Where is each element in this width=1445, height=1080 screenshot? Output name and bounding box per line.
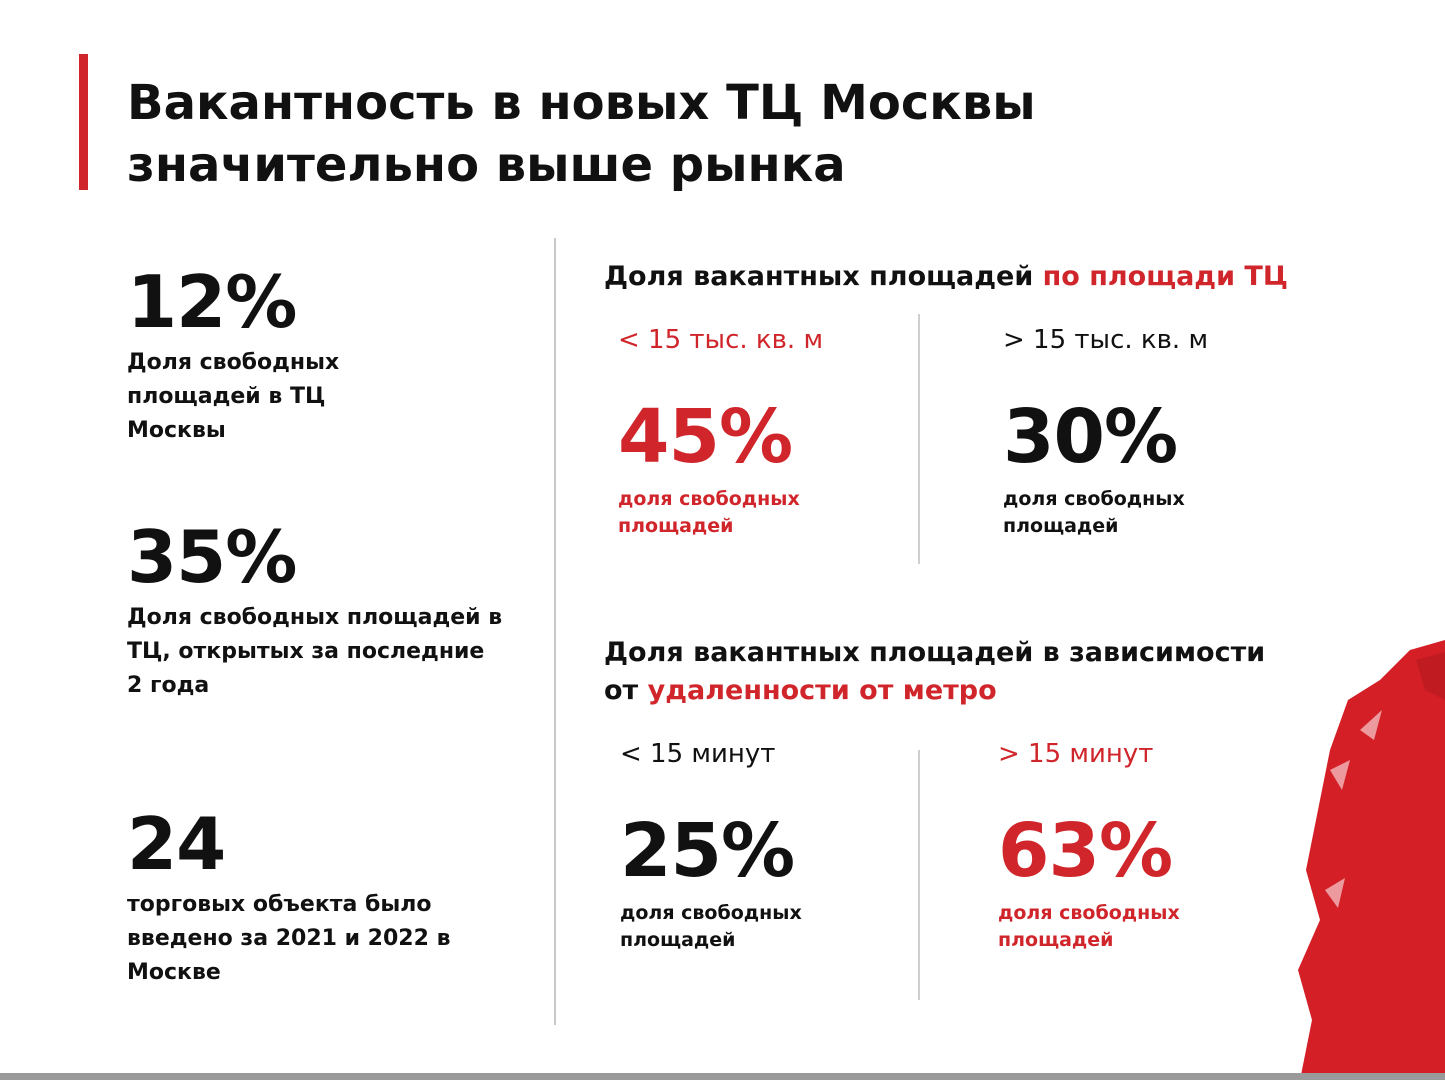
cell-label: < 15 минут <box>620 739 776 769</box>
cell-area-large <box>1003 324 1293 540</box>
stat-vacancy-moscow <box>127 262 547 448</box>
cell-value: 25% <box>620 808 795 894</box>
column-divider <box>554 238 556 1025</box>
cell-description-line: доля свободных <box>998 902 1180 924</box>
page-title <box>127 72 1127 196</box>
cell-area-small <box>618 324 908 540</box>
stat-description <box>127 601 547 703</box>
stat-new-objects <box>127 804 547 990</box>
cell-label: > 15 тыс. кв. м <box>1003 325 1209 355</box>
cell-description <box>618 486 908 540</box>
cell-divider <box>918 750 920 1000</box>
cell-description-line: площадей <box>998 929 1114 951</box>
cell-description-line: доля свободных <box>618 488 800 510</box>
stat-description <box>127 888 547 990</box>
cell-label: < 15 тыс. кв. м <box>618 325 824 355</box>
stat-description-line: торговых объекта было <box>127 892 432 917</box>
page-title-line-2: значительно выше рынка <box>127 137 846 193</box>
title-accent-bar <box>79 54 88 190</box>
section-title-text: Доля вакантных площадей в зависимости <box>604 637 1266 668</box>
section-title-highlight: удаленности от метро <box>647 675 997 706</box>
cell-description <box>620 900 910 954</box>
page-title-line-1: Вакантность в новых ТЦ Москвы <box>127 75 1036 131</box>
stat-value: 24 <box>127 802 226 886</box>
cell-value: 30% <box>1003 394 1178 480</box>
cell-label: > 15 минут <box>998 739 1154 769</box>
cell-metro-near <box>620 738 910 954</box>
section-title-area <box>604 258 1324 296</box>
stat-value: 12% <box>127 260 297 344</box>
cell-value: 63% <box>998 808 1173 894</box>
cell-value: 45% <box>618 394 793 480</box>
stat-description-line: Доля свободных площадей в <box>127 605 503 630</box>
stat-description-line: Москвы <box>127 418 226 443</box>
brush-stroke-decoration <box>1290 640 1445 1080</box>
section-title-text: от <box>604 675 648 706</box>
stat-description-line: площадей в ТЦ <box>127 384 326 409</box>
cell-description-line: доля свободных <box>1003 488 1185 510</box>
section-title-metro <box>604 634 1324 710</box>
cell-description <box>998 900 1288 954</box>
section-title-highlight: по площади ТЦ <box>1042 261 1288 292</box>
cell-metro-far <box>998 738 1288 954</box>
stat-description-line: введено за 2021 и 2022 в Москве <box>127 926 451 985</box>
cell-description-line: площадей <box>620 929 736 951</box>
stat-description-line: 2 года <box>127 673 210 698</box>
cell-description-line: площадей <box>1003 515 1119 537</box>
stat-description-line: Доля свободных <box>127 350 340 375</box>
bottom-border <box>0 1073 1445 1080</box>
stat-description-line: ТЦ, открытых за последние <box>127 639 485 664</box>
stat-value: 35% <box>127 515 297 599</box>
stat-vacancy-new-malls <box>127 517 547 703</box>
cell-divider <box>918 314 920 564</box>
cell-description <box>1003 486 1293 540</box>
section-title-text: Доля вакантных площадей <box>604 261 1043 292</box>
stat-description <box>127 346 547 448</box>
cell-description-line: площадей <box>618 515 734 537</box>
cell-description-line: доля свободных <box>620 902 802 924</box>
